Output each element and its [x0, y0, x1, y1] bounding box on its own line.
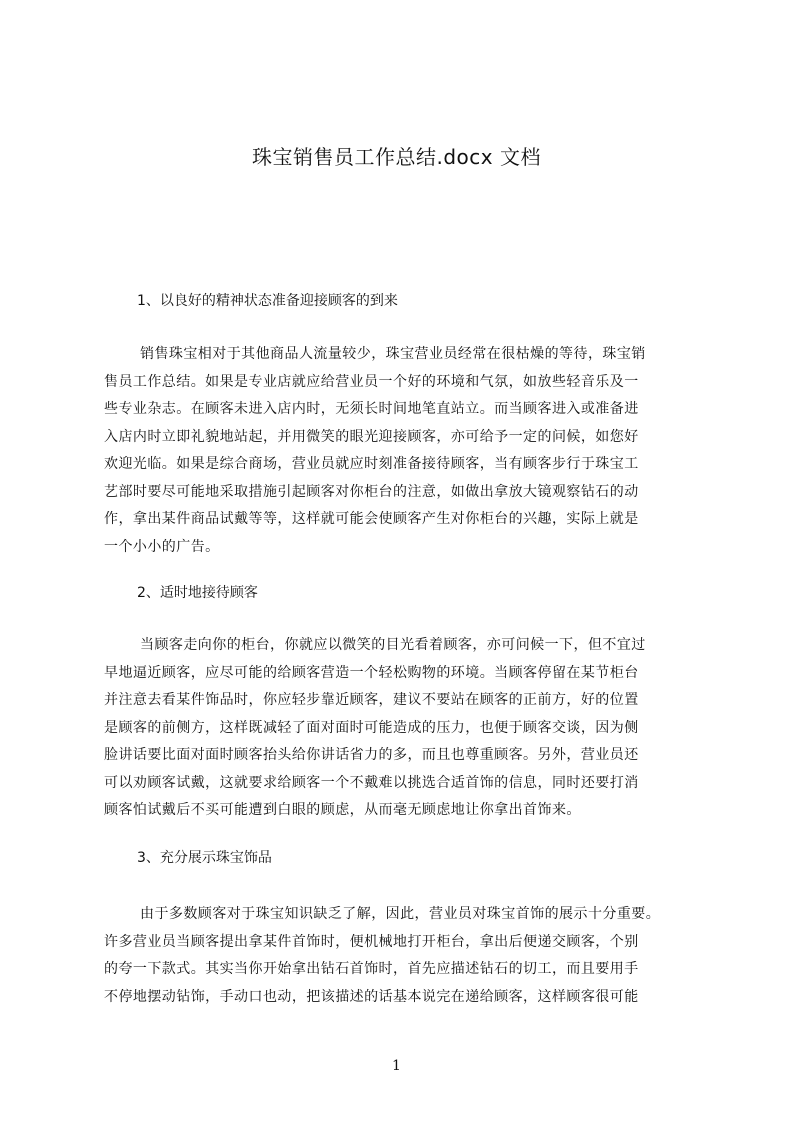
section-heading: 3、充分展示珠宝饰品 [137, 850, 272, 866]
paragraph-line: 许多营业员当顾客提出拿某件首饰时，便机械地打开柜台，拿出后便递交顾客，个别 [104, 933, 639, 950]
paragraph-line: 艺部时要尽可能地采取措施引起顾客对你柜台的注意，如做出拿放大镜观察钻石的动 [104, 483, 639, 500]
section-paragraph [104, 901, 702, 1011]
paragraph-line: 欢迎光临。如果是综合商场，营业员就应时刻准备接待顾客，当有顾客步行于珠宝工 [104, 456, 639, 472]
paragraph-line: 一个小小的广告。 [104, 538, 220, 555]
paragraph-line: 当顾客走向你的柜台，你就应以微笑的目光看着顾客，亦可问候一下，但不宜过 [140, 637, 646, 653]
section-heading: 1、以良好的精神状态准备迎接顾客的到来 [137, 293, 398, 309]
paragraph-line: 些专业杂志。在顾客未进入店内时，无须长时间地笔直站立。而当顾客进入或准备进 [104, 401, 639, 417]
paragraph-line: 顾客怕试戴后不买可能遭到白眼的顾虑，从而毫无顾虑地让你拿出首饰来。 [104, 802, 581, 818]
page-number: 1 [392, 1058, 401, 1074]
paragraph-line: 入店内时立即礼貌地站起，并用微笑的眼光迎接顾客，亦可给予一定的问候，如您好 [104, 428, 639, 445]
paragraph-line: 作，拿出某件商品试戴等等，这样就可能会使顾客产生对你柜台的兴趣，实际上就是 [104, 511, 639, 527]
paragraph-line: 并注意去看某件饰品时，你应轻步靠近顾客，建议不要站在顾客的正前方，好的位置 [104, 692, 639, 708]
paragraph-line: 可以劝顾客试戴，这就要求给顾客一个不戴难以挑选合适首饰的信息，同时还要打消 [104, 774, 639, 791]
paragraph-line: 脸讲话要比面对面时顾客抬头给你讲话省力的多，而且也尊重顾客。另外，营业员还 [104, 747, 639, 763]
document-title: 珠宝销售员工作总结.docx 文档 [252, 145, 541, 169]
paragraph-line: 是顾客的前侧方，这样既减轻了面对面时可能造成的压力，也便于顾客交谈，因为侧 [104, 719, 639, 736]
section-paragraph [104, 632, 702, 825]
section-heading: 2、适时地接待顾客 [137, 585, 258, 601]
paragraph-line: 售员工作总结。如果是专业店就应给营业员一个好的环境和气氛，如放些轻音乐及一 [104, 373, 639, 390]
paragraph-line: 由于多数顾客对于珠宝知识缺乏了解，因此，营业员对珠宝首饰的展示十分重要。 [140, 906, 661, 922]
paragraph-line: 销售珠宝相对于其他商品人流量较少，珠宝营业员经常在很枯燥的等待，珠宝销 [140, 346, 646, 362]
paragraph-line: 不停地摆动钻饰，手动口也动，把该描述的话基本说完在递给顾客，这样顾客很可能 [104, 988, 639, 1005]
paragraph-line: 的夸一下款式。其实当你开始拿出钻石首饰时，首先应描述钻石的切工，而且要用手 [104, 961, 639, 977]
paragraph-line: 早地逼近顾客，应尽可能的给顾客营造一个轻松购物的环境。当顾客停留在某节柜台 [104, 664, 639, 681]
section-paragraph [104, 341, 702, 561]
